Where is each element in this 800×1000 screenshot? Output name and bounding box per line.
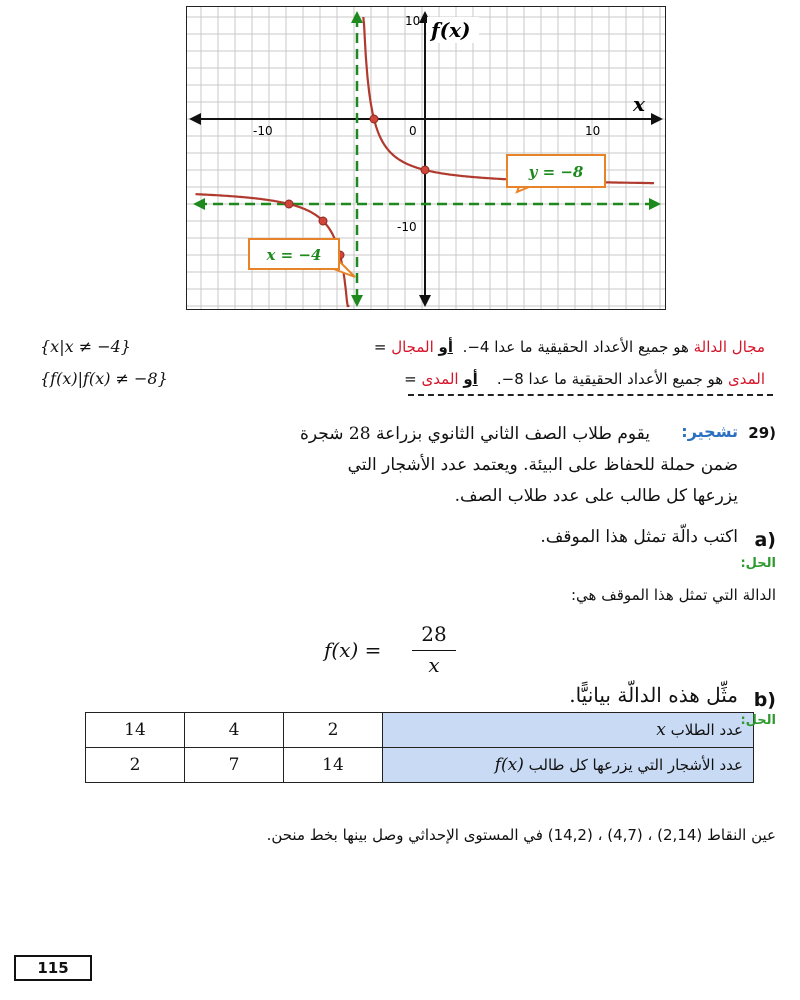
fraction-bar — [412, 650, 456, 651]
rational-function-graph — [187, 7, 665, 309]
range-red-label: المدى — [727, 370, 765, 388]
domain-short-label: المجال — [391, 338, 434, 356]
part-a-mark: a) — [754, 529, 776, 551]
curve-point — [319, 217, 327, 225]
values-table — [85, 712, 754, 783]
table-row — [86, 748, 754, 783]
domain-set: {x|x ≠ −4} — [40, 337, 131, 356]
callout-horizontal-label: y = −8 — [528, 163, 584, 181]
part-b-question: مثِّل هذه الدالّة بيانيًّا. — [569, 683, 738, 707]
domain-desc: هو جميع الأعداد الحقيقية ما عدا 4−. — [462, 338, 689, 356]
v-asymptote-arrow-down — [351, 295, 363, 307]
part-a-question: اكتب دالّة تمثل هذا الموقف. — [540, 527, 738, 547]
tick-label-y-bottom: -10 — [397, 220, 417, 234]
table-row — [86, 713, 754, 748]
table-cell: 14 — [284, 748, 383, 783]
formula-numerator: 28 — [421, 622, 447, 646]
problem-number: 29) — [748, 424, 776, 442]
row-header-text: عدد الطلاب — [670, 721, 743, 739]
callout-vertical-label: x = −4 — [266, 246, 322, 264]
tick-label-x-pos: 10 — [585, 124, 601, 138]
page-number: 115 — [14, 955, 92, 981]
graph-panel — [186, 6, 666, 310]
range-or: أو — [463, 370, 478, 388]
tick-label-y-top: 10 — [405, 14, 421, 28]
table-cell: 7 — [185, 748, 284, 783]
curve-point — [285, 200, 293, 208]
table-cell: 2 — [284, 713, 383, 748]
range-set: {f(x)|f(x) ≠ −8} — [40, 369, 168, 388]
part-a-solution-label: الحل: — [740, 556, 776, 571]
problem-title: تشجير: — [681, 422, 738, 441]
x-axis-arrow-right — [651, 113, 663, 125]
problem-line-1: يقوم طلاب الصف الثاني الثانوي بزراعة 28 شجرة — [300, 424, 650, 444]
dashed-separator — [408, 394, 773, 396]
formula-fraction — [412, 622, 456, 677]
table-row-header — [383, 713, 754, 748]
h-asymptote-arrow-right — [649, 198, 661, 210]
domain-or: أو — [438, 338, 454, 356]
curve-point — [421, 166, 429, 174]
domain-red-label: مجال الدالة — [693, 338, 765, 356]
table-cell: 2 — [86, 748, 185, 783]
points-instruction: عين النقاط (2,14) ، (4,7) ، (14,2) في المستوى الإحداثي وصل بينها بخط منحن. — [266, 826, 776, 844]
problem-line-3: يزرعها كل طالب على عدد طلاب الصف. — [454, 486, 738, 506]
table-row-header — [383, 748, 754, 783]
tick-label-x-neg: -10 — [253, 124, 273, 138]
x-axis-arrow-left — [189, 113, 201, 125]
part-b-mark: b) — [753, 689, 776, 711]
row-header-var: f(x) — [494, 755, 524, 775]
table-cell: 4 — [185, 713, 284, 748]
y-axis-label: f(x) — [431, 18, 471, 42]
part-b-solution-label: الحل: — [740, 713, 776, 728]
domain-text — [374, 336, 765, 358]
row-header-text: عدد الأشجار التي يزرعها كل طالب — [528, 756, 743, 774]
y-axis-arrow-down — [419, 295, 431, 307]
range-short-label: المدى — [421, 370, 459, 388]
range-text — [404, 368, 765, 390]
table-cell: 14 — [86, 713, 185, 748]
h-asymptote-arrow-left — [193, 198, 205, 210]
x-axis-label: x — [633, 92, 645, 116]
formula-lhs: f(x) = — [324, 638, 382, 662]
part-a-description: الدالة التي تمثل هذا الموقف هي: — [570, 586, 776, 604]
row-header-var: x — [656, 720, 666, 740]
tick-label-origin: 0 — [409, 124, 417, 138]
domain-eq: = — [373, 338, 387, 356]
formula-denominator: x — [428, 653, 440, 677]
curve-point — [370, 115, 378, 123]
range-desc: هو جميع الأعداد الحقيقية ما عدا 8−. — [496, 370, 724, 388]
problem-line-2: ضمن حملة للحفاظ على البيئة. ويعتمد عدد الأشجار التي — [347, 455, 738, 475]
range-eq: = — [404, 370, 417, 388]
